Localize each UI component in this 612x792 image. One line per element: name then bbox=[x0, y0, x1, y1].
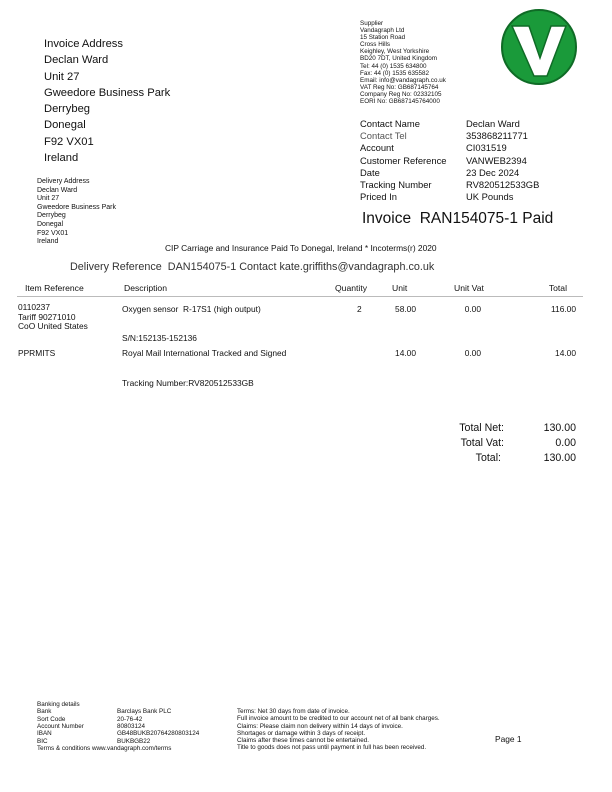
header-quantity: Quantity bbox=[335, 283, 368, 293]
info-value: Declan Ward bbox=[466, 118, 520, 129]
delivery-address bbox=[37, 178, 116, 247]
row-unit-vat: 0.00 bbox=[464, 348, 481, 358]
incoterms-line: CIP Carriage and Insurance Paid To Donegal, Ireland * Incoterms(r) 2020 bbox=[165, 243, 437, 253]
invoice-address-line: F92 VX01 bbox=[44, 135, 94, 148]
row-description: Royal Mail International Tracked and Signed bbox=[122, 348, 287, 358]
supplier-line: BD20 7DT, United Kingdom bbox=[360, 55, 438, 63]
banking-value: 80803124 bbox=[117, 722, 146, 730]
item-origin: CoO United States bbox=[18, 321, 88, 331]
invoice-address-line: Derrybeg bbox=[44, 103, 91, 116]
supplier-line: Cross Hills bbox=[360, 41, 391, 49]
info-value: RV820512533GB bbox=[466, 179, 540, 190]
supplier-line: Email: info@vandagraph.co.uk bbox=[360, 76, 446, 84]
info-value: CI031519 bbox=[466, 142, 507, 154]
supplier-line: VAT Reg No: GB687145764 bbox=[360, 83, 439, 91]
delivery-address-line: F92 VX01 bbox=[37, 229, 69, 237]
invoice-title: Invoice RAN154075-1 Paid bbox=[362, 210, 554, 227]
info-value: 353868211771 bbox=[466, 130, 528, 142]
banking-title: Banking details bbox=[37, 701, 80, 708]
banking-label: IBAN bbox=[37, 730, 52, 738]
info-value: VANWEB2394 bbox=[466, 154, 527, 166]
row-serial-note: S/N:152135-152136 bbox=[122, 333, 197, 343]
info-row bbox=[360, 118, 580, 130]
header-description: Description bbox=[124, 283, 167, 293]
invoice-info bbox=[360, 118, 580, 204]
invoice-address bbox=[44, 36, 170, 166]
supplier-line: Company Reg No: 02332105 bbox=[360, 90, 442, 98]
info-row bbox=[360, 142, 580, 154]
totals bbox=[440, 422, 580, 468]
header-unit: Unit bbox=[392, 283, 408, 293]
row-unit: 58.00 bbox=[395, 304, 416, 314]
info-row bbox=[360, 155, 580, 167]
invoice-address-line: Declan Ward bbox=[44, 54, 109, 67]
terms-line: Full invoice amount to be credited to our account net of all bank charges. bbox=[237, 715, 440, 723]
banking-label: Account Number bbox=[37, 722, 84, 730]
terms-line: Terms: Net 30 days from date of invoice. bbox=[237, 708, 350, 715]
row-description: Oxygen sensor R-17S1 (high output) bbox=[122, 304, 261, 314]
delivery-address-line: Declan Ward bbox=[37, 186, 78, 194]
total-vat-value: 0.00 bbox=[555, 437, 576, 449]
info-label: Date bbox=[360, 166, 380, 178]
terms-line: Shortages or damage within 3 days of receipt. bbox=[237, 729, 366, 737]
info-label: Contact Name bbox=[360, 118, 420, 129]
banking-value: 20-76-42 bbox=[117, 715, 143, 723]
grand-total-value: 130.00 bbox=[543, 452, 576, 464]
delivery-address-line: Unit 27 bbox=[37, 195, 60, 203]
row-total: 116.00 bbox=[551, 304, 576, 314]
banking-value: GB48BUKB20764280803124 bbox=[117, 730, 200, 738]
row-unit-vat: 0.00 bbox=[464, 304, 481, 314]
row-total: 14.00 bbox=[555, 348, 576, 358]
row-tracking-note: Tracking Number:RV820512533GB bbox=[122, 378, 254, 388]
delivery-address-line: Donegal bbox=[37, 220, 64, 228]
total-vat-label: Total Vat: bbox=[460, 437, 504, 449]
item-tariff: Tariff 90271010 bbox=[18, 311, 76, 322]
banking-value: BUKBGB22 bbox=[117, 737, 151, 745]
supplier-line: Vandagraph Ltd bbox=[360, 27, 405, 35]
payment-terms bbox=[237, 708, 440, 752]
supplier-line: EORI No: GB687145764000 bbox=[360, 98, 440, 106]
supplier-line: 15 Station Road bbox=[360, 34, 406, 42]
invoice-address-line: Donegal bbox=[44, 119, 86, 132]
row-item-reference bbox=[18, 348, 55, 358]
delivery-address-line: Ireland bbox=[37, 238, 59, 246]
info-label: Tracking Number bbox=[360, 179, 432, 190]
banking-label: Bank bbox=[37, 708, 52, 716]
total-net-value: 130.00 bbox=[543, 422, 576, 434]
supplier-line: Fax: 44 (0) 1535 635582 bbox=[360, 69, 429, 77]
banking-details bbox=[37, 701, 237, 761]
supplier-line: Tel: 44 (0) 1535 634800 bbox=[360, 62, 427, 70]
row-unit: 14.00 bbox=[395, 348, 416, 358]
info-value: 23 Dec 2024 bbox=[466, 166, 520, 178]
invoice-address-line: Unit 27 bbox=[44, 70, 80, 83]
delivery-address-line: Derrybeg bbox=[37, 212, 66, 220]
header-divider bbox=[17, 296, 583, 297]
terms-line: Title to goods does not pass until payment in full has been received. bbox=[237, 744, 427, 752]
row-quantity: 2 bbox=[357, 304, 362, 314]
delivery-address-line: Gweedore Business Park bbox=[37, 203, 116, 211]
row-item-reference bbox=[18, 303, 88, 332]
info-label: Contact Tel bbox=[360, 130, 407, 142]
info-row bbox=[360, 130, 580, 142]
supplier-details bbox=[360, 20, 446, 105]
header-item-reference: Item Reference bbox=[25, 283, 84, 293]
delivery-reference: Delivery Reference DAN154075-1 Contact kate.griffiths@vandagraph.co.uk bbox=[70, 261, 435, 273]
invoice-address-line: Ireland bbox=[44, 152, 79, 165]
terms-line: Claims after these times cannot be entertained. bbox=[237, 737, 369, 745]
supplier-line: Supplier bbox=[360, 20, 384, 27]
info-row bbox=[360, 167, 580, 179]
grand-total-label: Total: bbox=[475, 452, 501, 464]
invoice-address-heading: Invoice Address bbox=[44, 38, 123, 50]
page-number: Page 1 bbox=[495, 734, 522, 744]
item-code: PPRMITS bbox=[18, 348, 56, 358]
info-row bbox=[360, 191, 580, 203]
info-label: Priced In bbox=[360, 191, 397, 203]
info-value: UK Pounds bbox=[466, 191, 514, 203]
vandagraph-logo bbox=[498, 6, 580, 88]
supplier-line: Keighley, West Yorkshire bbox=[360, 48, 430, 56]
item-code: 0110237 bbox=[18, 302, 50, 312]
invoice-address-line: Gweedore Business Park bbox=[44, 86, 171, 99]
delivery-address-heading: Delivery Address bbox=[37, 178, 90, 185]
terms-line: Claims: Please claim non delivery within 14 days of invoice. bbox=[237, 722, 403, 730]
info-label: Customer Reference bbox=[360, 154, 447, 166]
header-total: Total bbox=[548, 283, 567, 293]
info-label: Account bbox=[360, 142, 394, 154]
terms-link[interactable]: Terms & conditions www.vandagraph.com/terms bbox=[37, 744, 172, 752]
total-net-label: Total Net: bbox=[459, 422, 504, 434]
banking-label: BIC bbox=[37, 737, 48, 745]
info-row bbox=[360, 179, 580, 191]
header-unit-vat: Unit Vat bbox=[454, 283, 484, 293]
banking-value: Barclays Bank PLC bbox=[117, 708, 172, 716]
banking-label: Sort Code bbox=[37, 715, 66, 723]
